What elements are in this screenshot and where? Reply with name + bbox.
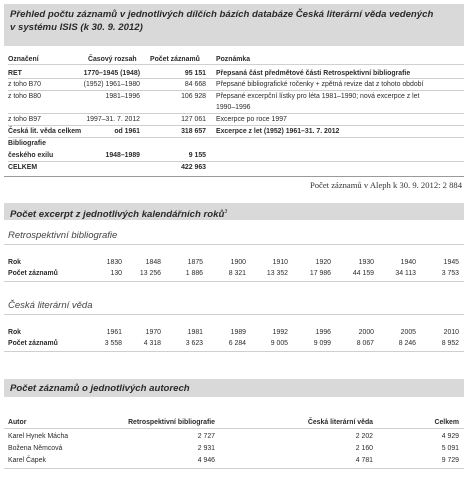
count-cell: 4 318 bbox=[143, 340, 161, 347]
row-note-cont: 1990–1996 bbox=[216, 104, 251, 111]
col-header-range: Časový rozsah bbox=[88, 56, 137, 63]
year-cell: 1989 bbox=[230, 329, 246, 336]
author-retro-count: 2 931 bbox=[197, 445, 215, 452]
year-cell: 1945 bbox=[443, 259, 459, 266]
col-header-author: Autor bbox=[8, 419, 27, 426]
row-label: z toho B70 bbox=[8, 81, 41, 88]
row-range: 1948–1989 bbox=[105, 152, 140, 159]
aleph-footnote: Počet záznamů v Aleph k 30. 9. 2012: 2 884 bbox=[309, 180, 462, 190]
author-name: Karel Hynek Mácha bbox=[8, 433, 69, 440]
row-separator bbox=[8, 125, 464, 126]
row-range: 1997–31. 7. 2012 bbox=[86, 116, 140, 123]
count-cell: 3 623 bbox=[185, 340, 203, 347]
row-count: 95 151 bbox=[184, 70, 206, 77]
count-cell: 3 753 bbox=[441, 270, 459, 277]
row-label-count: Počet záznamů bbox=[8, 340, 58, 347]
row-note: Přepsaná část předmětové části Retrospektivní bibliografie bbox=[216, 70, 411, 77]
row-range: od 1961 bbox=[114, 128, 140, 135]
row-label-count: Počet záznamů bbox=[8, 270, 58, 277]
row-note: Přepsané excerpční lístky pro léta 1981–1990; nová excerpce z let bbox=[216, 93, 420, 100]
year-cell: 1940 bbox=[400, 259, 416, 266]
row-label: Bibliografie bbox=[8, 140, 46, 147]
author-name: Božena Němcová bbox=[8, 445, 63, 452]
row-count: 9 155 bbox=[188, 152, 206, 159]
row-range: (1952) 1961–1980 bbox=[83, 81, 140, 88]
count-cell: 1 886 bbox=[185, 270, 203, 277]
author-clv-count: 2 160 bbox=[355, 445, 373, 452]
row-label-year: Rok bbox=[8, 259, 22, 266]
row-note: Excerpce z let (1952) 1961–31. 7. 2012 bbox=[216, 128, 340, 135]
author-clv-count: 4 781 bbox=[355, 457, 373, 464]
authors-header-divider bbox=[4, 428, 464, 429]
section2-title: Počet excerpt z jednotlivých kalendářních roků$^3$ bbox=[10, 209, 228, 221]
author-total-count: 9 729 bbox=[441, 457, 459, 464]
section1-header bbox=[4, 4, 464, 46]
header-divider bbox=[8, 64, 464, 65]
year-cell: 1970 bbox=[145, 329, 161, 336]
row-label: CELKEM bbox=[8, 164, 38, 171]
author-name: Karel Čapek bbox=[8, 457, 46, 464]
year-cell: 1996 bbox=[315, 329, 331, 336]
group-divider bbox=[4, 314, 464, 315]
year-cell: 1830 bbox=[106, 259, 122, 266]
group-divider bbox=[4, 244, 464, 245]
author-clv-count: 2 202 bbox=[355, 433, 373, 440]
author-total-count: 4 929 bbox=[441, 433, 459, 440]
col-header-clv: Česká literární věda bbox=[307, 419, 373, 426]
section1-title-line2: v systému ISIS (k 30. 9. 2012) bbox=[10, 22, 143, 33]
table1-bottom-rule bbox=[4, 176, 464, 177]
group-subtitle: Retrospektivní bibliografie bbox=[8, 230, 118, 241]
section1-title-line1: Přehled počtu záznamů v jednotlivých dílčích bázích databáze Česká literární věda vedených bbox=[10, 9, 434, 20]
col-header-total: Celkem bbox=[434, 419, 459, 426]
row-count: 422 963 bbox=[181, 164, 206, 171]
count-cell: 8 246 bbox=[398, 340, 416, 347]
author-total-count: 5 091 bbox=[441, 445, 459, 452]
count-cell: 8 067 bbox=[356, 340, 374, 347]
authors-bottom-rule bbox=[4, 468, 464, 469]
row-separator bbox=[8, 137, 464, 138]
year-cell: 1875 bbox=[187, 259, 203, 266]
year-cell: 2010 bbox=[443, 329, 459, 336]
count-cell: 13 352 bbox=[266, 270, 288, 277]
year-cell: 1900 bbox=[230, 259, 246, 266]
author-retro-count: 4 946 bbox=[197, 457, 215, 464]
col-header-retro: Retrospektivní bibliografie bbox=[128, 419, 215, 426]
count-cell: 34 113 bbox=[395, 270, 416, 277]
count-cell: 6 284 bbox=[228, 340, 246, 347]
year-cell: 1910 bbox=[272, 259, 288, 266]
count-cell: 130 bbox=[110, 270, 122, 277]
count-cell: 9 099 bbox=[313, 340, 331, 347]
count-cell: 13 256 bbox=[139, 270, 161, 277]
row-count: 127 061 bbox=[181, 116, 206, 123]
year-cell: 1848 bbox=[145, 259, 161, 266]
group-subtitle: Česká literární věda bbox=[8, 300, 93, 311]
section3-header bbox=[4, 379, 464, 397]
row-label: z toho B80 bbox=[8, 93, 41, 100]
count-cell: 17 986 bbox=[309, 270, 331, 277]
row-label-year: Rok bbox=[8, 329, 22, 336]
count-cell: 3 558 bbox=[104, 340, 122, 347]
row-count: 84 668 bbox=[184, 81, 206, 88]
group-bottom-rule bbox=[4, 351, 464, 352]
col-header-note: Poznámka bbox=[216, 56, 251, 63]
year-cell: 1992 bbox=[272, 329, 288, 336]
year-cell: 2005 bbox=[400, 329, 416, 336]
year-cell: 1981 bbox=[187, 329, 203, 336]
row-note: Přepsané bibliografické ročenky + zpětná revize dat z tohoto období bbox=[216, 81, 424, 88]
row-label: českého exilu bbox=[8, 152, 54, 159]
col-header-count: Počet záznamů bbox=[150, 56, 200, 63]
row-range: 1981–1996 bbox=[105, 93, 140, 100]
row-label: RET bbox=[8, 70, 22, 77]
row-separator bbox=[8, 78, 464, 79]
row-count: 106 928 bbox=[181, 93, 206, 100]
author-retro-count: 2 727 bbox=[197, 433, 215, 440]
count-cell: 8 952 bbox=[441, 340, 459, 347]
section2-footnote-ref: 3 bbox=[224, 209, 228, 215]
col-header-label: Označení bbox=[8, 56, 39, 63]
year-cell: 1930 bbox=[358, 259, 374, 266]
row-label: Česká lit. věda celkem bbox=[8, 128, 82, 135]
count-cell: 9 005 bbox=[270, 340, 288, 347]
count-cell: 8 321 bbox=[228, 270, 246, 277]
row-label: z toho B97 bbox=[8, 116, 41, 123]
group-bottom-rule bbox=[4, 281, 464, 282]
row-separator bbox=[8, 113, 464, 114]
section2-header bbox=[4, 203, 464, 220]
year-cell: 2000 bbox=[358, 329, 374, 336]
count-cell: 44 159 bbox=[352, 270, 374, 277]
row-note: Excerpce po roce 1997 bbox=[216, 116, 287, 123]
section3-title: Počet záznamů o jednotlivých autorech bbox=[10, 383, 190, 394]
year-cell: 1961 bbox=[106, 329, 122, 336]
row-count: 318 657 bbox=[181, 128, 206, 135]
year-cell: 1920 bbox=[315, 259, 331, 266]
row-separator bbox=[8, 161, 464, 162]
row-separator bbox=[8, 90, 464, 91]
row-range: 1770–1945 (1948) bbox=[83, 70, 140, 77]
